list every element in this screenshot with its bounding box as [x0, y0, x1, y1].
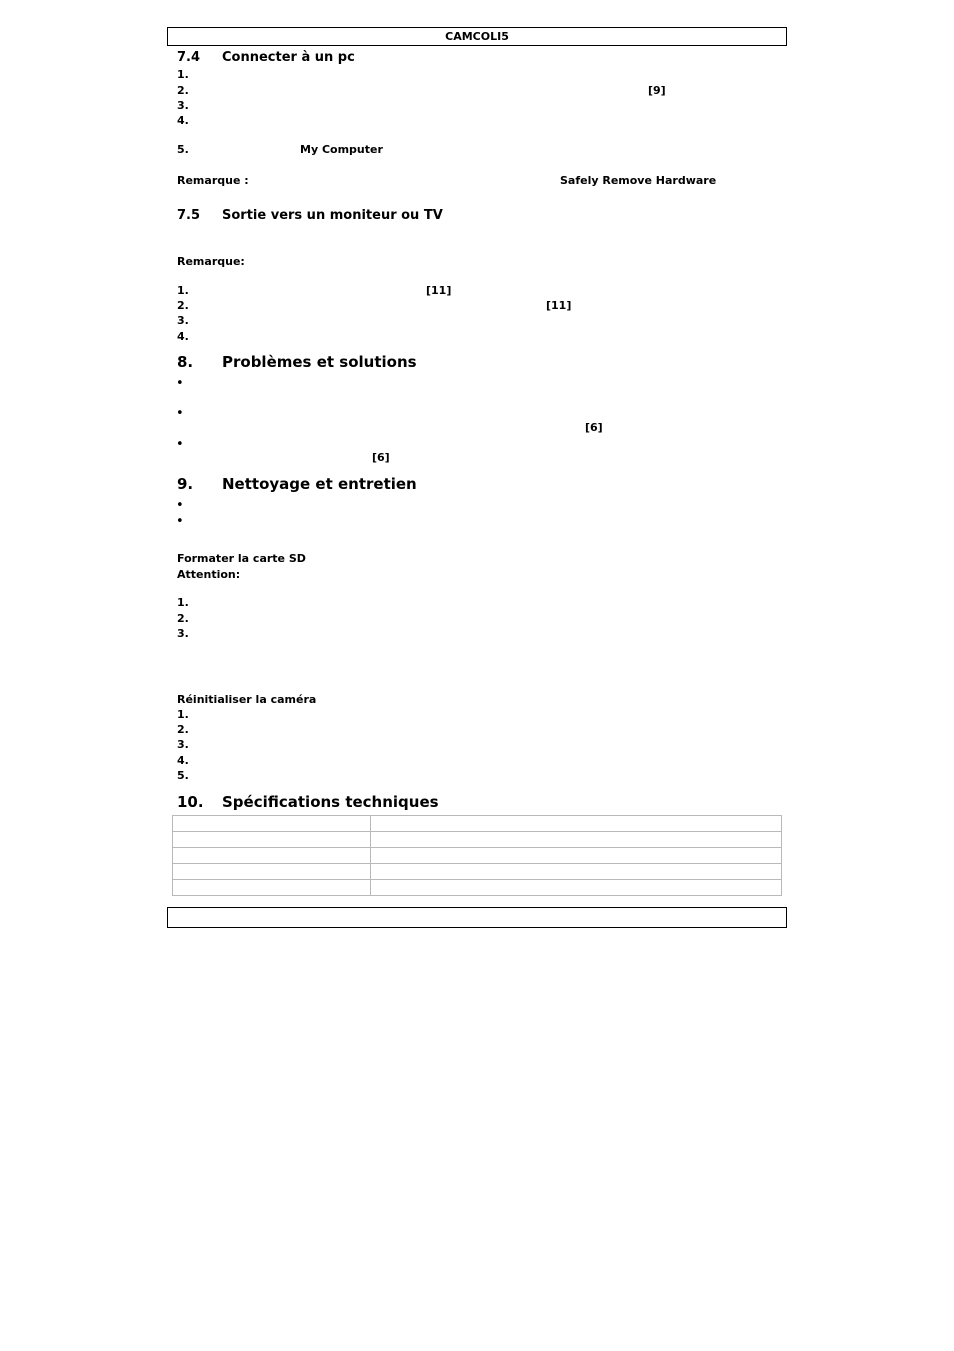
- attention-label: Attention:: [177, 568, 241, 581]
- bullet: •: [176, 437, 184, 452]
- section-9-number: 9.: [177, 475, 194, 493]
- footer-box: [167, 907, 787, 928]
- remarque-label: Remarque :: [177, 174, 249, 187]
- section-10-number: 10.: [177, 793, 204, 811]
- list-item-number: 3.: [177, 738, 189, 751]
- my-computer-label: My Computer: [300, 143, 383, 156]
- figure-reference: [11]: [546, 299, 572, 312]
- reset-camera-title: Réinitialiser la caméra: [177, 693, 317, 706]
- remarque-label: Remarque:: [177, 255, 245, 268]
- list-item-number: 5.: [177, 143, 189, 156]
- table-row: [173, 816, 782, 832]
- list-item-number: 2.: [177, 612, 189, 625]
- figure-reference: [6]: [585, 421, 603, 434]
- list-item-number: 1.: [177, 596, 189, 609]
- bullet: •: [176, 406, 184, 421]
- section-7-5-title: Sortie vers un moniteur ou TV: [222, 208, 443, 223]
- list-item-number: 4.: [177, 330, 189, 343]
- table-cell: [371, 880, 782, 896]
- section-7-4-number: 7.4: [177, 50, 201, 65]
- table-cell: [371, 816, 782, 832]
- spec-table: [172, 815, 782, 896]
- document-title: CAMCOLI5: [445, 30, 509, 43]
- table-row: [173, 848, 782, 864]
- list-item-number: 3.: [177, 99, 189, 112]
- bullet: •: [176, 498, 184, 513]
- list-item-number: 3.: [177, 314, 189, 327]
- list-item-number: 4.: [177, 754, 189, 767]
- table-cell: [173, 880, 371, 896]
- list-item-number: 2.: [177, 299, 189, 312]
- list-item-number: 4.: [177, 114, 189, 127]
- figure-reference: [9]: [648, 84, 666, 97]
- list-item-number: 3.: [177, 627, 189, 640]
- section-9-title: Nettoyage et entretien: [222, 475, 417, 493]
- bullet: •: [176, 376, 184, 391]
- section-10-title: Spécifications techniques: [222, 793, 439, 811]
- table-cell: [371, 864, 782, 880]
- table-cell: [371, 832, 782, 848]
- list-item-number: 2.: [177, 723, 189, 736]
- section-7-5-number: 7.5: [177, 208, 201, 223]
- table-cell: [173, 848, 371, 864]
- safely-remove-hardware-label: Safely Remove Hardware: [560, 174, 717, 187]
- table-cell: [371, 848, 782, 864]
- figure-reference: [6]: [372, 451, 390, 464]
- table-row: [173, 880, 782, 896]
- figure-reference: [11]: [426, 284, 452, 297]
- table-cell: [173, 832, 371, 848]
- table-row: [173, 832, 782, 848]
- list-item-number: 5.: [177, 769, 189, 782]
- section-8-number: 8.: [177, 353, 194, 371]
- list-item-number: 1.: [177, 68, 189, 81]
- list-item-number: 1.: [177, 284, 189, 297]
- table-cell: [173, 816, 371, 832]
- format-sd-title: Formater la carte SD: [177, 552, 306, 565]
- header-box: [167, 27, 787, 46]
- bullet: •: [176, 514, 184, 529]
- section-8-title: Problèmes et solutions: [222, 353, 417, 371]
- table-row: [173, 864, 782, 880]
- list-item-number: 1.: [177, 708, 189, 721]
- list-item-number: 2.: [177, 84, 189, 97]
- section-7-4-title: Connecter à un pc: [222, 50, 355, 65]
- table-cell: [173, 864, 371, 880]
